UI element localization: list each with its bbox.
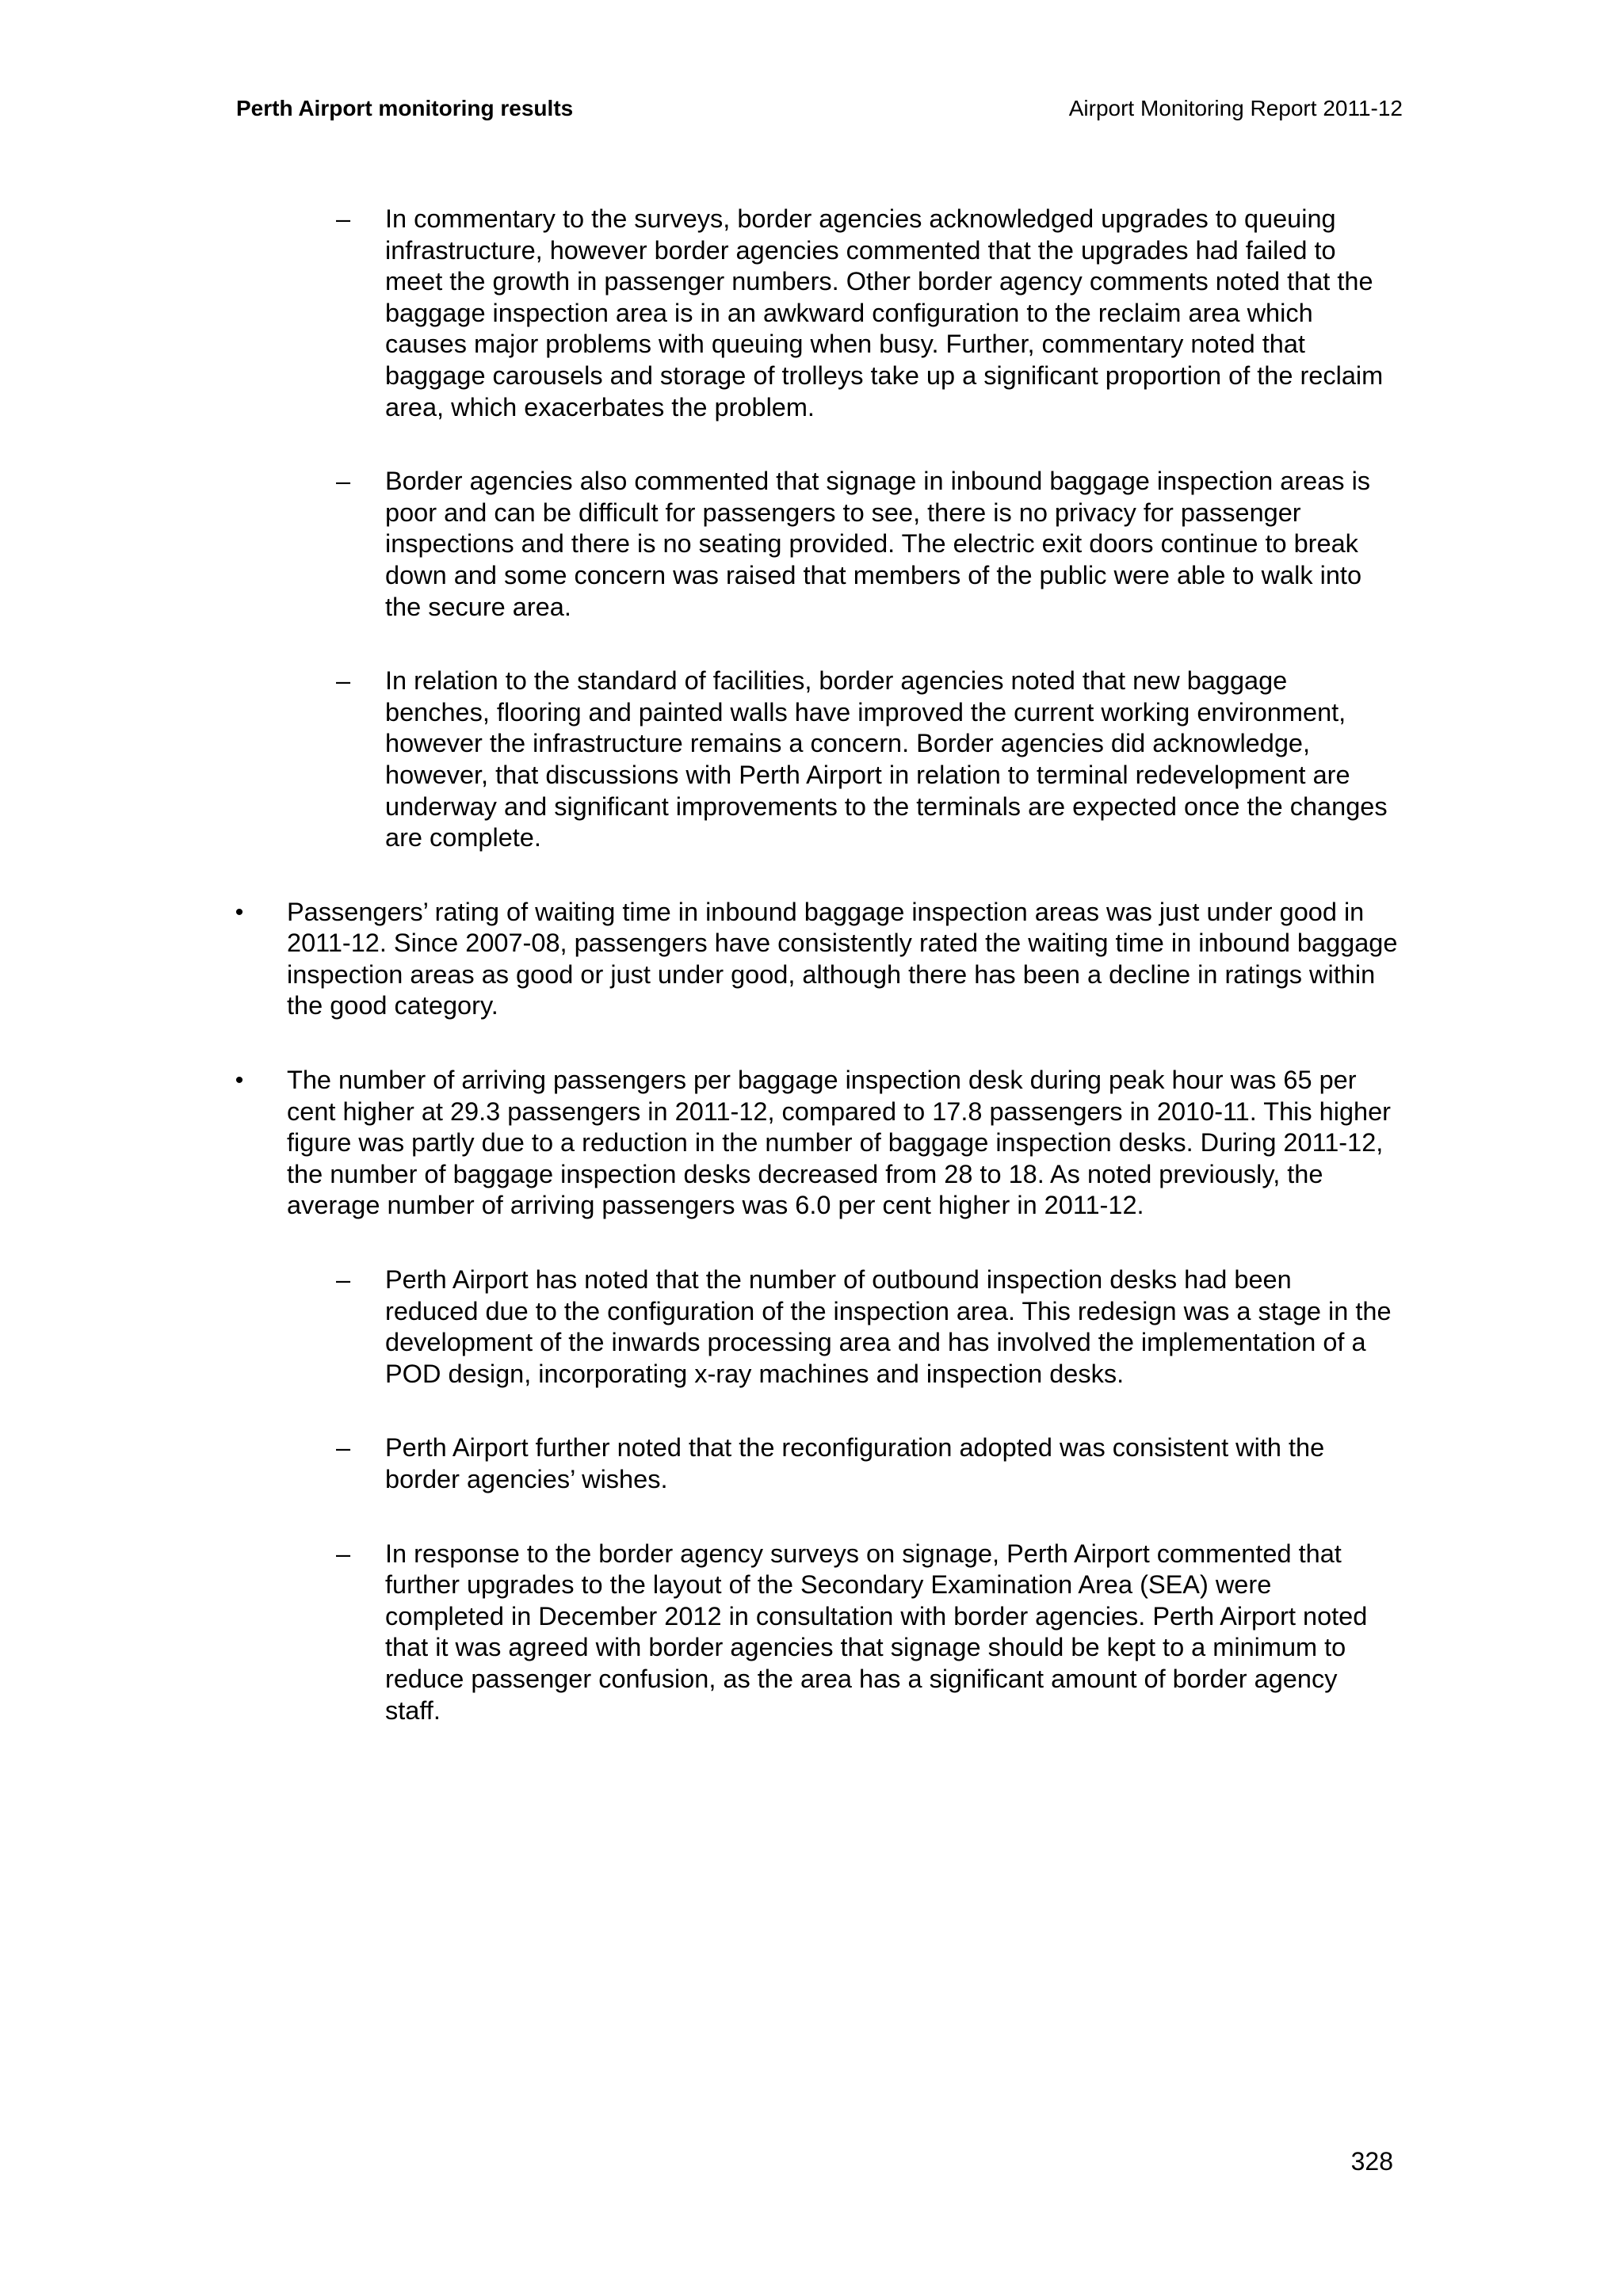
- dash-list-item: [230, 1432, 1392, 1495]
- report-title: Airport Monitoring Report 2011-12: [1068, 96, 1403, 120]
- paragraph-text: Perth Airport has noted that the number of outbound inspection desks had been reduced due to the configuration of the inspection area. This redesign was a stage in the development of the inwards processing area and has involved the implementation of a POD design, incorporating x-ray machines and inspection desks.: [385, 1265, 1392, 1388]
- dash-marker: –: [335, 204, 351, 233]
- bullet-list-item: [230, 897, 1412, 1022]
- paragraph-text: In relation to the standard of facilities, border agencies noted that new baggage benches, flooring and painted walls have improved the current working environment, however the infrastructure remains a concern. Border agencies did acknowledge, however, that discussions with Perth Airport in relation to terminal redevelopment are underway and significant improvements to the terminals are expected once the changes are complete.: [385, 666, 1388, 852]
- dash-marker: –: [335, 467, 351, 496]
- paragraph-text: In response to the border agency surveys on signage, Perth Airport commented that further upgrades to the layout of the Secondary Examination Area (SEA) were completed in December 2012 in consultation with border agencies. Perth Airport noted that it was agreed with border agencies that signage should be kept to a minimum to reduce passenger confusion, as the area has a significant amount of border agency staff.: [385, 1539, 1368, 1725]
- bullet-list-item: [230, 1065, 1412, 1222]
- body-content: [230, 204, 1419, 1726]
- dash-marker: –: [335, 1539, 351, 1568]
- dash-marker: –: [335, 1265, 351, 1295]
- dash-list-item: [230, 466, 1392, 623]
- paragraph-text: In commentary to the surveys, border agencies acknowledged upgrades to queuing infrastructure, however border agencies commented that the upgrades had failed to meet the growth in passenger numbers. Other border agency comments noted that the baggage inspection area is in an awkward configuration to the reclaim area which causes major problems with queuing when busy. Further, commentary noted that baggage carousels and storage of trolleys take up a significant proportion of the reclaim area, which exacerbates the problem.: [385, 204, 1384, 421]
- page-header: [236, 95, 1403, 130]
- dash-list-item: [230, 204, 1392, 423]
- bullet-marker: •: [235, 1067, 244, 1094]
- dash-list-item: [230, 1264, 1392, 1390]
- paragraph-text: Border agencies also commented that signage in inbound baggage inspection areas is poor and can be difficult for passengers to see, there is no privacy for passenger inspections and there is no seating provided. The electric exit doors continue to break down and some concern was raised that members of the public were able to walk into the secure area.: [385, 467, 1371, 621]
- dash-marker: –: [335, 666, 351, 696]
- paragraph-text: The number of arriving passengers per baggage inspection desk during peak hour was 65 per cent higher at 29.3 passengers in 2011-12, compared to 17.8 passengers in 2010-11. This higher figure was partly due to a reduction in the number of baggage inspection desks. During 2011-12, the number of baggage inspection desks decreased from 28 to 18. As noted previously, the average number of arriving passengers was 6.0 per cent higher in 2011-12.: [287, 1066, 1391, 1220]
- page-number: 328: [1350, 2147, 1393, 2176]
- dash-list-item: [230, 666, 1392, 854]
- dash-list-item: [230, 1539, 1392, 1727]
- section-title: Perth Airport monitoring results: [236, 96, 574, 120]
- dash-marker: –: [335, 1433, 351, 1463]
- paragraph-text: Passengers’ rating of waiting time in inbound baggage inspection areas was just under good in 2011-12. Since 2007-08, passengers have consistently rated the waiting time in inbound baggage inspection areas as good or just under good, although there has been a decline in ratings within the good category.: [287, 897, 1398, 1020]
- paragraph-text: Perth Airport further noted that the reconfiguration adopted was consistent with the border agencies’ wishes.: [385, 1433, 1325, 1493]
- bullet-marker: •: [235, 898, 244, 925]
